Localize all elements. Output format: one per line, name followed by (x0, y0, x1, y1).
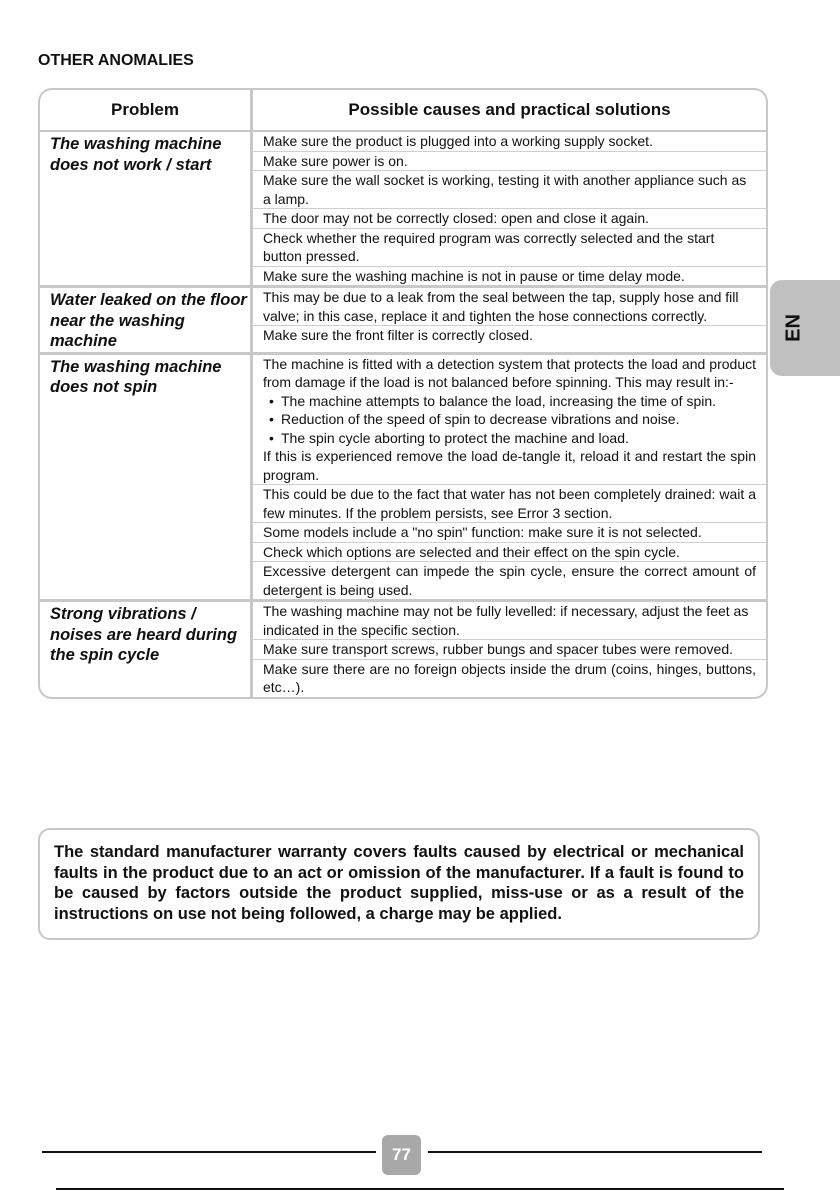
solution-text: The washing machine may not be fully levelled: if necessary, adjust the feet as indicated in the specific section. (263, 603, 749, 638)
solution-bullet: • The machine attempts to balance the load, increasing the time of spin. (269, 392, 756, 411)
table-row (40, 355, 766, 603)
solution-text: The door may not be correctly closed: open and close it again. (263, 210, 649, 226)
solution-text: This could be due to the fact that water has not been completely drained: wait a few minutes. If the problem persists, see Error 3 section. (263, 486, 756, 521)
problem-cell: Strong vibrations / noises are heard during the spin cycle (40, 602, 253, 697)
table-row (40, 602, 766, 697)
solution-text: Some models include a "no spin" function: make sure it is not selected. (263, 524, 702, 540)
solution-item (253, 171, 766, 209)
solution-text: Excessive detergent can impede the spin cycle, ensure the correct amount of detergent is being used. (263, 563, 756, 598)
footer-rule-right (428, 1151, 762, 1153)
solution-text: Check whether the required program was correctly selected and the start button pressed. (263, 229, 715, 264)
header-solutions: Possible causes and practical solutions (348, 100, 671, 119)
problem-cell: The washing machine does not spin (40, 355, 253, 600)
solution-text: Make sure the washing machine is not in pause or time delay mode. (263, 267, 685, 284)
warranty-note: The standard manufacturer warranty covers faults caused by electrical or mechanical faults in the product due to an act or omission of the manufacturer. If a fault is found to be caused by factors outside the product supplied, miss-use or as a result of the instructions on use not being followed, a charge may be applied. (38, 828, 760, 940)
table-body (40, 132, 766, 697)
solution-item (253, 209, 766, 229)
problem-cell: The washing machine does not work / start (40, 132, 253, 285)
solution-text: The machine is fitted with a detection system that protects the load and product from damage if the load is not balanced before spinning. This may result in:- (263, 355, 756, 390)
solution-item (253, 640, 766, 660)
solution-text: Make sure the wall socket is working, testing it with another appliance such as a lamp. (263, 172, 747, 207)
table-row (40, 132, 766, 288)
solutions-cell (253, 355, 766, 600)
solution-text: Make sure there are no foreign objects inside the drum (coins, hinges, buttons, etc…). (263, 660, 756, 695)
solution-bullet: • Reduction of the speed of spin to decrease vibrations and noise. (269, 410, 756, 429)
solution-text: Check which options are selected and their effect on the spin cycle. (263, 543, 680, 560)
solution-text: Make sure the product is plugged into a working supply socket. (263, 133, 653, 149)
footer-rule-left (42, 1151, 376, 1153)
language-tab (770, 280, 840, 376)
solution-item (253, 152, 766, 172)
table-header (40, 90, 766, 132)
solution-bullet: • The spin cycle aborting to protect the machine and load. (269, 429, 756, 448)
solutions-cell (253, 132, 766, 285)
solution-text: Make sure transport screws, rubber bungs and spacer tubes were removed. (263, 641, 734, 657)
language-tab-label: EN (782, 314, 805, 342)
solution-item (253, 485, 766, 523)
solution-item (253, 288, 766, 326)
solution-bullets (263, 392, 756, 448)
solution-item (253, 562, 766, 599)
solution-item (253, 602, 766, 640)
solution-item (253, 660, 766, 697)
solution-item (253, 326, 766, 345)
section-title: OTHER ANOMALIES (38, 52, 194, 69)
solutions-cell (253, 602, 766, 697)
problem-cell: Water leaked on the floor near the washing machine (40, 288, 253, 352)
solutions-cell (253, 288, 766, 352)
header-problem: Problem (40, 90, 253, 130)
solution-text: This may be due to a leak from the seal between the tap, supply hose and fill valve; in this case, replace it and tighten the hose connections correctly. (263, 289, 739, 324)
solution-item (253, 229, 766, 267)
solution-item (253, 543, 766, 563)
solution-item (253, 132, 766, 152)
page-number: 77 (382, 1135, 421, 1175)
solution-text: Make sure the front filter is correctly closed. (263, 327, 533, 343)
solution-item (253, 523, 766, 543)
solution-text: Make sure power is on. (263, 152, 408, 169)
table-row (40, 288, 766, 355)
solution-item (253, 355, 766, 486)
solution-item (253, 267, 766, 286)
anomalies-table (38, 88, 768, 699)
solution-outro: If this is experienced remove the load de-tangle it, reload it and restart the spin program. (263, 448, 756, 483)
